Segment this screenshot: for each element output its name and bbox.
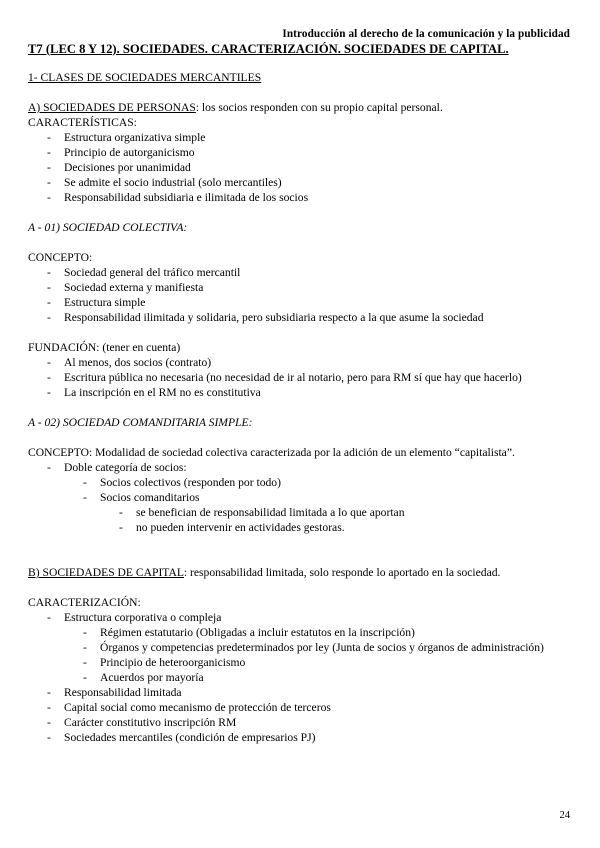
list-item: - Escritura pública no necesaria (no necesidad de ir al notario, pero para RM sí que hay que hacerlo) xyxy=(28,370,576,385)
capital-label: B) SOCIEDADES DE CAPITAL xyxy=(28,566,184,579)
list-item: - Acuerdos por mayoría xyxy=(64,670,576,685)
list-item: - Responsabilidad ilimitada y solidaria, pero subsidiaria respecto a la que asume la sociedad xyxy=(28,310,576,325)
comanditarios-label: Socios comanditarios xyxy=(100,491,200,504)
estructura-sublist xyxy=(64,625,576,685)
list-item: - Estructura organizativa simple xyxy=(28,130,576,145)
comanditaria-list xyxy=(28,460,576,535)
doble-label: Doble categoría de socios: xyxy=(64,461,187,474)
caracteristicas-list xyxy=(28,130,576,205)
personas-definition xyxy=(28,100,576,115)
list-item: - Se admite el socio industrial (solo mercantiles) xyxy=(28,175,576,190)
concepto-label: CONCEPTO: xyxy=(28,446,93,459)
list-item xyxy=(28,460,576,535)
socios-list xyxy=(64,475,576,535)
list-item: - Principio de autorganicismo xyxy=(28,145,576,160)
caracterizacion-label: CARACTERIZACIÓN: xyxy=(28,596,141,609)
list-item: - se benefician de responsabilidad limitada a lo que aportan xyxy=(100,505,576,520)
list-item: - Principio de heteroorganicismo xyxy=(64,655,576,670)
list-item: - Responsabilidad subsidiaria e ilimitada de los socios xyxy=(28,190,576,205)
course-header: Introducción al derecho de la comunicación y la publicidad xyxy=(282,28,570,40)
personas-label: A) SOCIEDADES DE PERSONAS xyxy=(28,101,196,114)
list-item: - Régimen estatutario (Obligadas a incluir estatutos en la inscripción) xyxy=(64,625,576,640)
caracteristicas-label: CARACTERÍSTICAS: xyxy=(28,116,137,129)
list-item: - Al menos, dos socios (contrato) xyxy=(28,355,576,370)
colectiva-concepto-list xyxy=(28,265,576,325)
document-body xyxy=(28,70,576,745)
fundacion-label: FUNDACIÓN: (tener en cuenta) xyxy=(28,341,181,354)
concepto-text: Modalidad de sociedad colectiva caracterizada por la adición de un elemento “capitalista”. xyxy=(92,446,515,459)
comanditaria-concepto xyxy=(28,445,576,460)
list-item: - Órganos y competencias predeterminados por ley (Junta de socios y órganos de administración) xyxy=(64,640,576,655)
capital-definition xyxy=(28,565,576,580)
list-item: - Sociedades mercantiles (condición de empresarios PJ) xyxy=(28,730,576,745)
list-item: - Sociedad general del tráfico mercantil xyxy=(28,265,576,280)
list-item: - Carácter constitutivo inscripción RM xyxy=(28,715,576,730)
comanditaria-heading: A - 02) SOCIEDAD COMANDITARIA SIMPLE: xyxy=(28,416,253,429)
list-item: - Decisiones por unanimidad xyxy=(28,160,576,175)
fundacion-list xyxy=(28,355,576,400)
capital-list xyxy=(28,610,576,745)
concepto-label: CONCEPTO: xyxy=(28,251,93,264)
list-item: - Sociedad externa y manifiesta xyxy=(28,280,576,295)
list-item: - La inscripción en el RM no es constitutiva xyxy=(28,385,576,400)
capital-desc: : responsabilidad limitada, solo responde lo aportado en la sociedad. xyxy=(183,566,501,579)
list-item: - Estructura simple xyxy=(28,295,576,310)
colectiva-heading: A - 01) SOCIEDAD COLECTIVA: xyxy=(28,221,188,234)
list-item xyxy=(28,610,576,685)
page-number: 24 xyxy=(559,810,570,821)
list-item: - Socios colectivos (responden por todo) xyxy=(64,475,576,490)
estructura-label: Estructura corporativa o compleja xyxy=(64,611,222,624)
list-item: - no pueden intervenir en actividades gestoras. xyxy=(100,520,576,535)
personas-desc: : los socios responden con su propio capital personal. xyxy=(195,101,443,114)
list-item: - Responsabilidad limitada xyxy=(28,685,576,700)
comanditarios-sublist xyxy=(100,505,576,535)
list-item xyxy=(64,490,576,535)
list-item: - Capital social como mecanismo de protección de terceros xyxy=(28,700,576,715)
page-title: T7 (LEC 8 Y 12). SOCIEDADES. CARACTERIZACIÓN. SOCIEDADES DE CAPITAL. xyxy=(28,42,509,56)
section-heading: 1- CLASES DE SOCIEDADES MERCANTILES xyxy=(28,71,262,84)
